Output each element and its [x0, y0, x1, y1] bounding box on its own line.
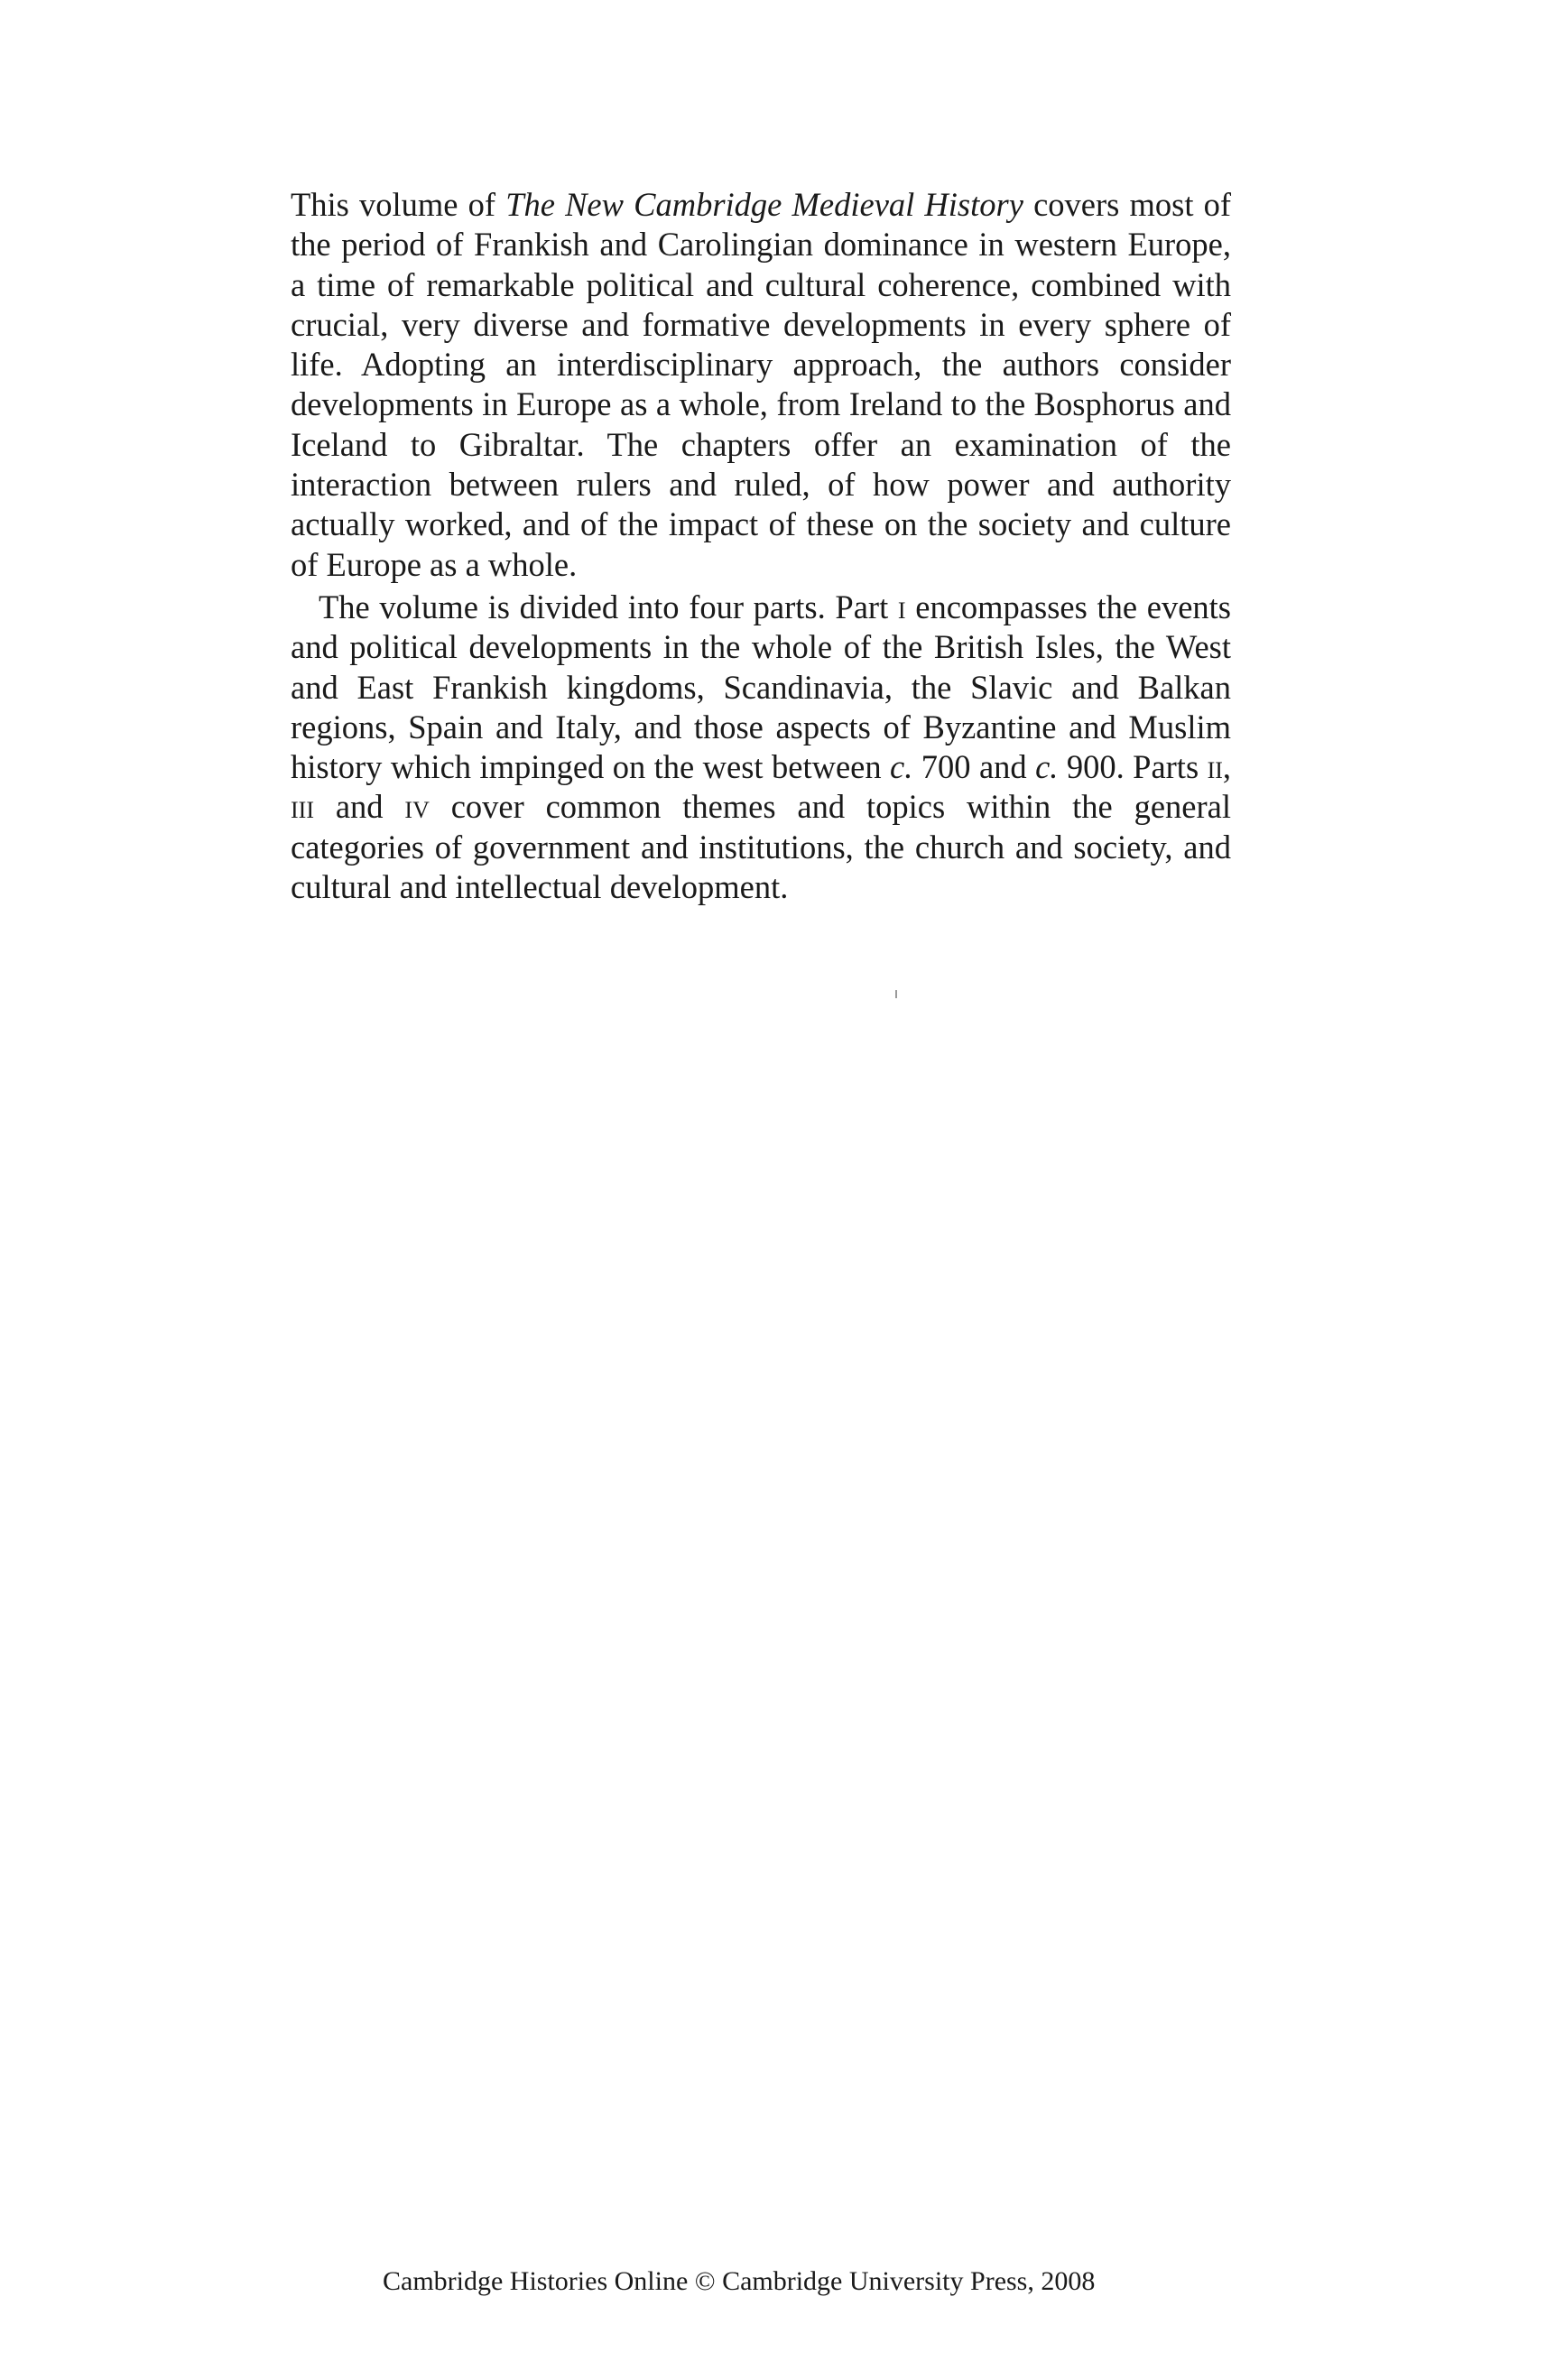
separator-2: and	[313, 788, 405, 826]
part-2-numeral: ii	[1207, 748, 1223, 786]
part-1-numeral: i	[897, 588, 906, 625]
separator-1: ,	[1222, 748, 1232, 786]
date-700: 700 and	[912, 748, 1036, 786]
paragraph-1	[291, 185, 1231, 585]
circa-abbrev-2: c.	[1035, 748, 1059, 786]
paragraph-2-ending: cover common themes and topics within the general categories of government and institutions, the church and society, and cultural and intellectual development.	[291, 788, 1232, 906]
series-title: The New Cambridge Medieval History	[505, 186, 1023, 223]
circa-abbrev-1: c.	[890, 748, 913, 786]
date-900: 900. Parts	[1058, 748, 1208, 786]
paragraph-1-rest: covers most of the period of Frankish and Carolingian dominance in western Europe, a time of remarkable political and cultural coherence, combined with crucial, very diverse and formative developments in every sphere of life. Adopting an interdisciplinary approach, the authors consider developments in Europe as a whole, from Ireland to the Bosphorus and Iceland to Gibraltar. The chapters offer an examination of the interaction between rulers and ruled, of how power and authority actually worked, and of the impact of these on the society and culture of Europe as a whole.	[291, 186, 1232, 583]
description-text-block	[291, 185, 1231, 907]
copyright-footer: Cambridge Histories Online © Cambridge University Press, 2008	[383, 2266, 1096, 2296]
paragraph-2-body: encompasses the events and political developments in the whole of the British Isles, the West and East Frankish kingdoms, Scandinavia, the Slavic and Balkan regions, Spain and Italy, and those aspects of Byzantine and Muslim history which impinged on the west between	[291, 588, 1231, 786]
scan-speck	[895, 990, 897, 998]
paragraph-1-lead: This volume of	[291, 186, 506, 223]
part-4-numeral: iv	[404, 788, 430, 826]
part-3-numeral: iii	[291, 788, 314, 826]
paragraph-2-intro: The volume is divided into four parts. Part	[319, 588, 898, 625]
paragraph-2	[291, 588, 1231, 907]
